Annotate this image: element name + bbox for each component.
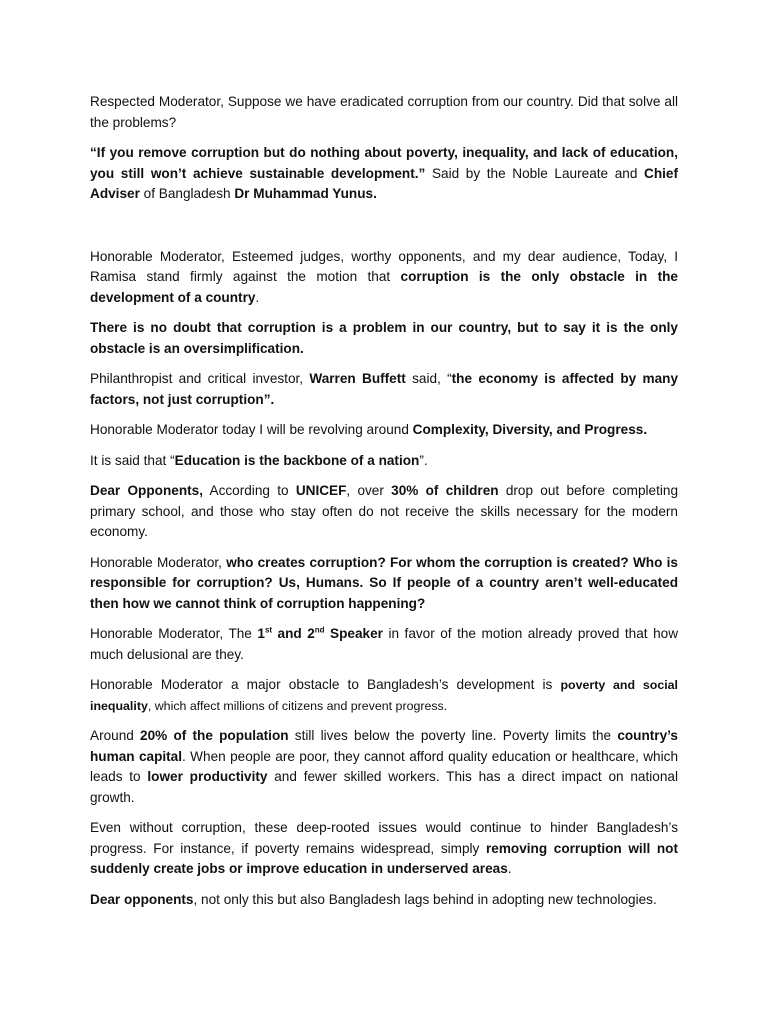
paragraph-1: Respected Moderator, Suppose we have eradicated corruption from our country. Did that solve all the problems? [90, 94, 678, 130]
paragraph-14-technology: Dear opponents, not only this but also Bangladesh lags behind in adopting new technologies. [90, 891, 657, 907]
paragraph-9-who-creates-corruption: Honorable Moderator, who creates corruption? For whom the corruption is created? Who is responsible for corruption? Us, Humans. So If people of a country aren’t well-educated then how we cannot think of corruption happening? [90, 554, 678, 611]
paragraph-2-yunus-quote: “If you remove corruption but do nothing about poverty, inequality, and lack of education, you still won’t achieve sustainable development.” Said by the Noble Laureate and Chief Adviser of Bangladesh Dr Muhammad Yunus. [90, 145, 679, 201]
paragraph-11-poverty-obstacle: Honorable Moderator a major obstacle to Bangladesh’s development is poverty and social inequality, which affect millions of citizens and prevent progress. [90, 677, 678, 713]
paragraph-3-opening: Honorable Moderator, Esteemed judges, worthy opponents, and my dear audience, Today, I Ramisa stand firmly against the motion that corruption is the only obstacle in the development of a country. [90, 248, 678, 305]
paragraph-4-oversimplification: There is no doubt that corruption is a problem in our country, but to say it is the only obstacle is an oversimplification. [90, 320, 678, 356]
paragraph-8-unicef: Dear Opponents, According to UNICEF, over 30% of children drop out before completing primary school, and those who stay often do not receive the skills necessary for the modern economy. [90, 483, 678, 539]
paragraph-10-speakers: Honorable Moderator, The 1st and 2nd Speaker in favor of the motion already proved that how much delusional are they. [90, 625, 679, 662]
paragraph-13-deep-rooted-issues: Even without corruption, these deep-rooted issues would continue to hinder Bangladesh’s progress. For instance, if poverty remains widespread, simply removing corruption will not suddenly create jobs or improve education in underserved areas. [90, 820, 679, 876]
document-page [90, 92, 678, 920]
paragraph-5-buffett-quote: Philanthropist and critical investor, Warren Buffett said, “the economy is affected by many factors, not just corruption”. [90, 371, 679, 407]
blank-line [90, 215, 678, 247]
paragraph-7-education: It is said that “Education is the backbone of a nation”. [90, 452, 428, 468]
paragraph-6-themes: Honorable Moderator today I will be revolving around Complexity, Diversity, and Progress. [90, 422, 648, 437]
paragraph-12-population: Around 20% of the population still lives below the poverty line. Poverty limits the country’s human capital. When people are poor, they cannot afford quality education or healthcare, which leads to lower productivity and fewer skilled workers. This has a direct impact on national growth. [90, 728, 678, 805]
